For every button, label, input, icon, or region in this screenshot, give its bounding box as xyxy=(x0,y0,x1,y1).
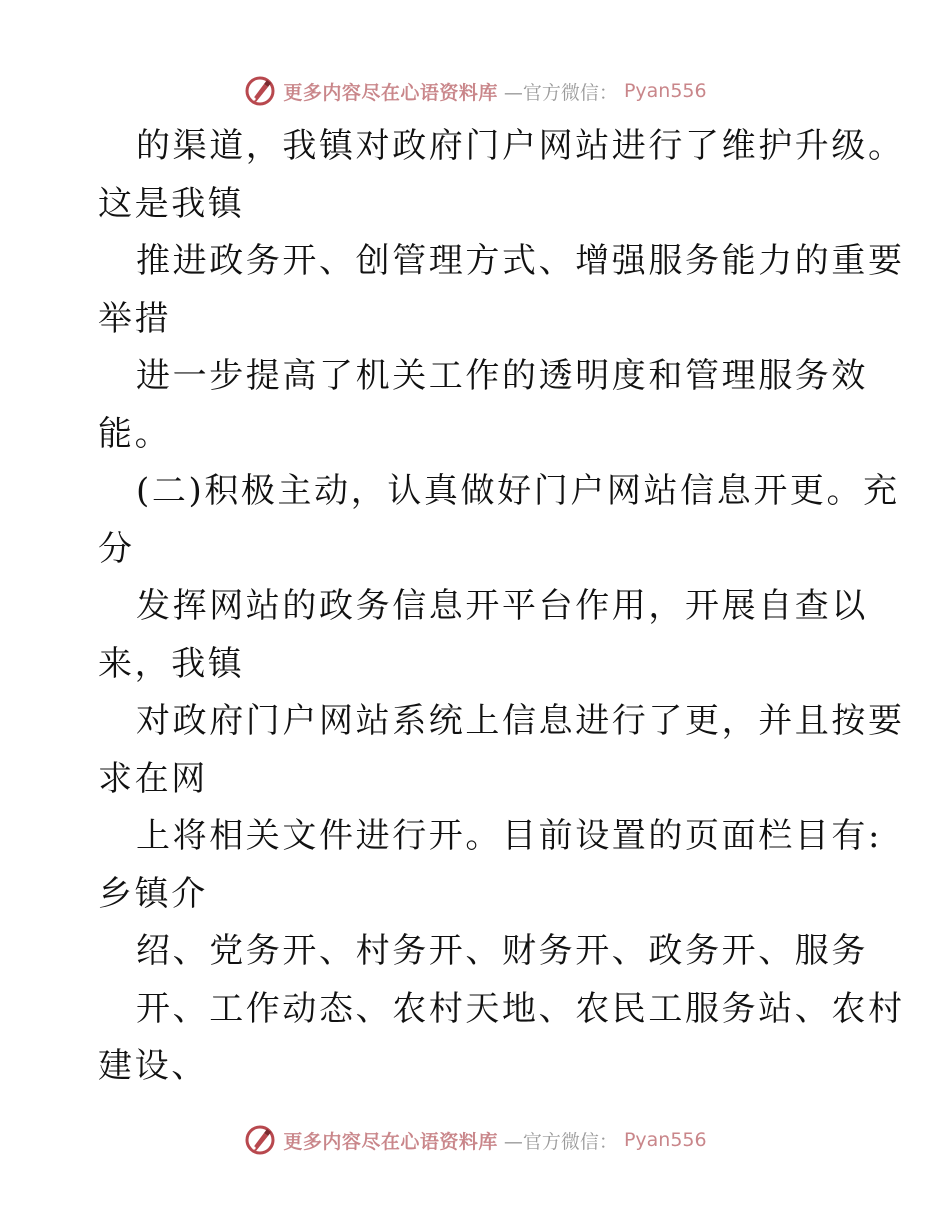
body-line: (二)积极主动，认真做好门户网站信息开更。充 xyxy=(136,471,900,511)
body-line: 开、工作动态、农村天地、农民工服务站、农村 xyxy=(136,988,905,1029)
body-line: 建设、 xyxy=(98,1046,208,1086)
body-line: 能。 xyxy=(98,413,172,454)
body-line: 分 xyxy=(98,528,135,569)
watermark-wechat-id: Pyan556 xyxy=(623,1129,707,1151)
pen-nib-circle-icon xyxy=(243,1123,277,1157)
watermark-brand-text: 更多内容尽在心语资料库 xyxy=(283,1130,498,1153)
body-line: 对政府门户网站系统上信息进行了更，并且按要 xyxy=(136,701,905,741)
body-line: 进一步提高了机关工作的透明度和管理服务效 xyxy=(136,356,868,396)
body-line: 上将相关文件进行开。目前设置的页面栏目有: xyxy=(136,816,883,856)
body-line: 发挥网站的政务信息开平台作用，开展自查以 xyxy=(136,586,868,626)
body-line: 来，我镇 xyxy=(98,643,245,684)
body-line: 求在网 xyxy=(98,758,208,799)
footer-watermark xyxy=(0,1120,950,1160)
document-body xyxy=(98,118,905,1096)
body-line: 的渠道，我镇对政府门户网站进行了维护升级。 xyxy=(136,126,905,166)
body-line: 乡镇介 xyxy=(98,873,208,914)
body-line: 这是我镇 xyxy=(98,183,245,224)
body-line: 绍、党务开、村务开、财务开、政务开、服务 xyxy=(136,931,868,971)
watermark-wechat-id: Pyan556 xyxy=(623,80,707,102)
body-line: 举措 xyxy=(98,298,172,339)
watermark-brand-text: 更多内容尽在心语资料库 xyxy=(283,81,498,104)
watermark-official-label: —官方微信： xyxy=(503,1130,618,1153)
body-line: 推进政务开、创管理方式、增强服务能力的重要 xyxy=(136,241,905,281)
pen-nib-circle-icon xyxy=(243,74,277,108)
watermark-official-label: —官方微信： xyxy=(503,81,618,104)
header-watermark xyxy=(0,71,950,111)
